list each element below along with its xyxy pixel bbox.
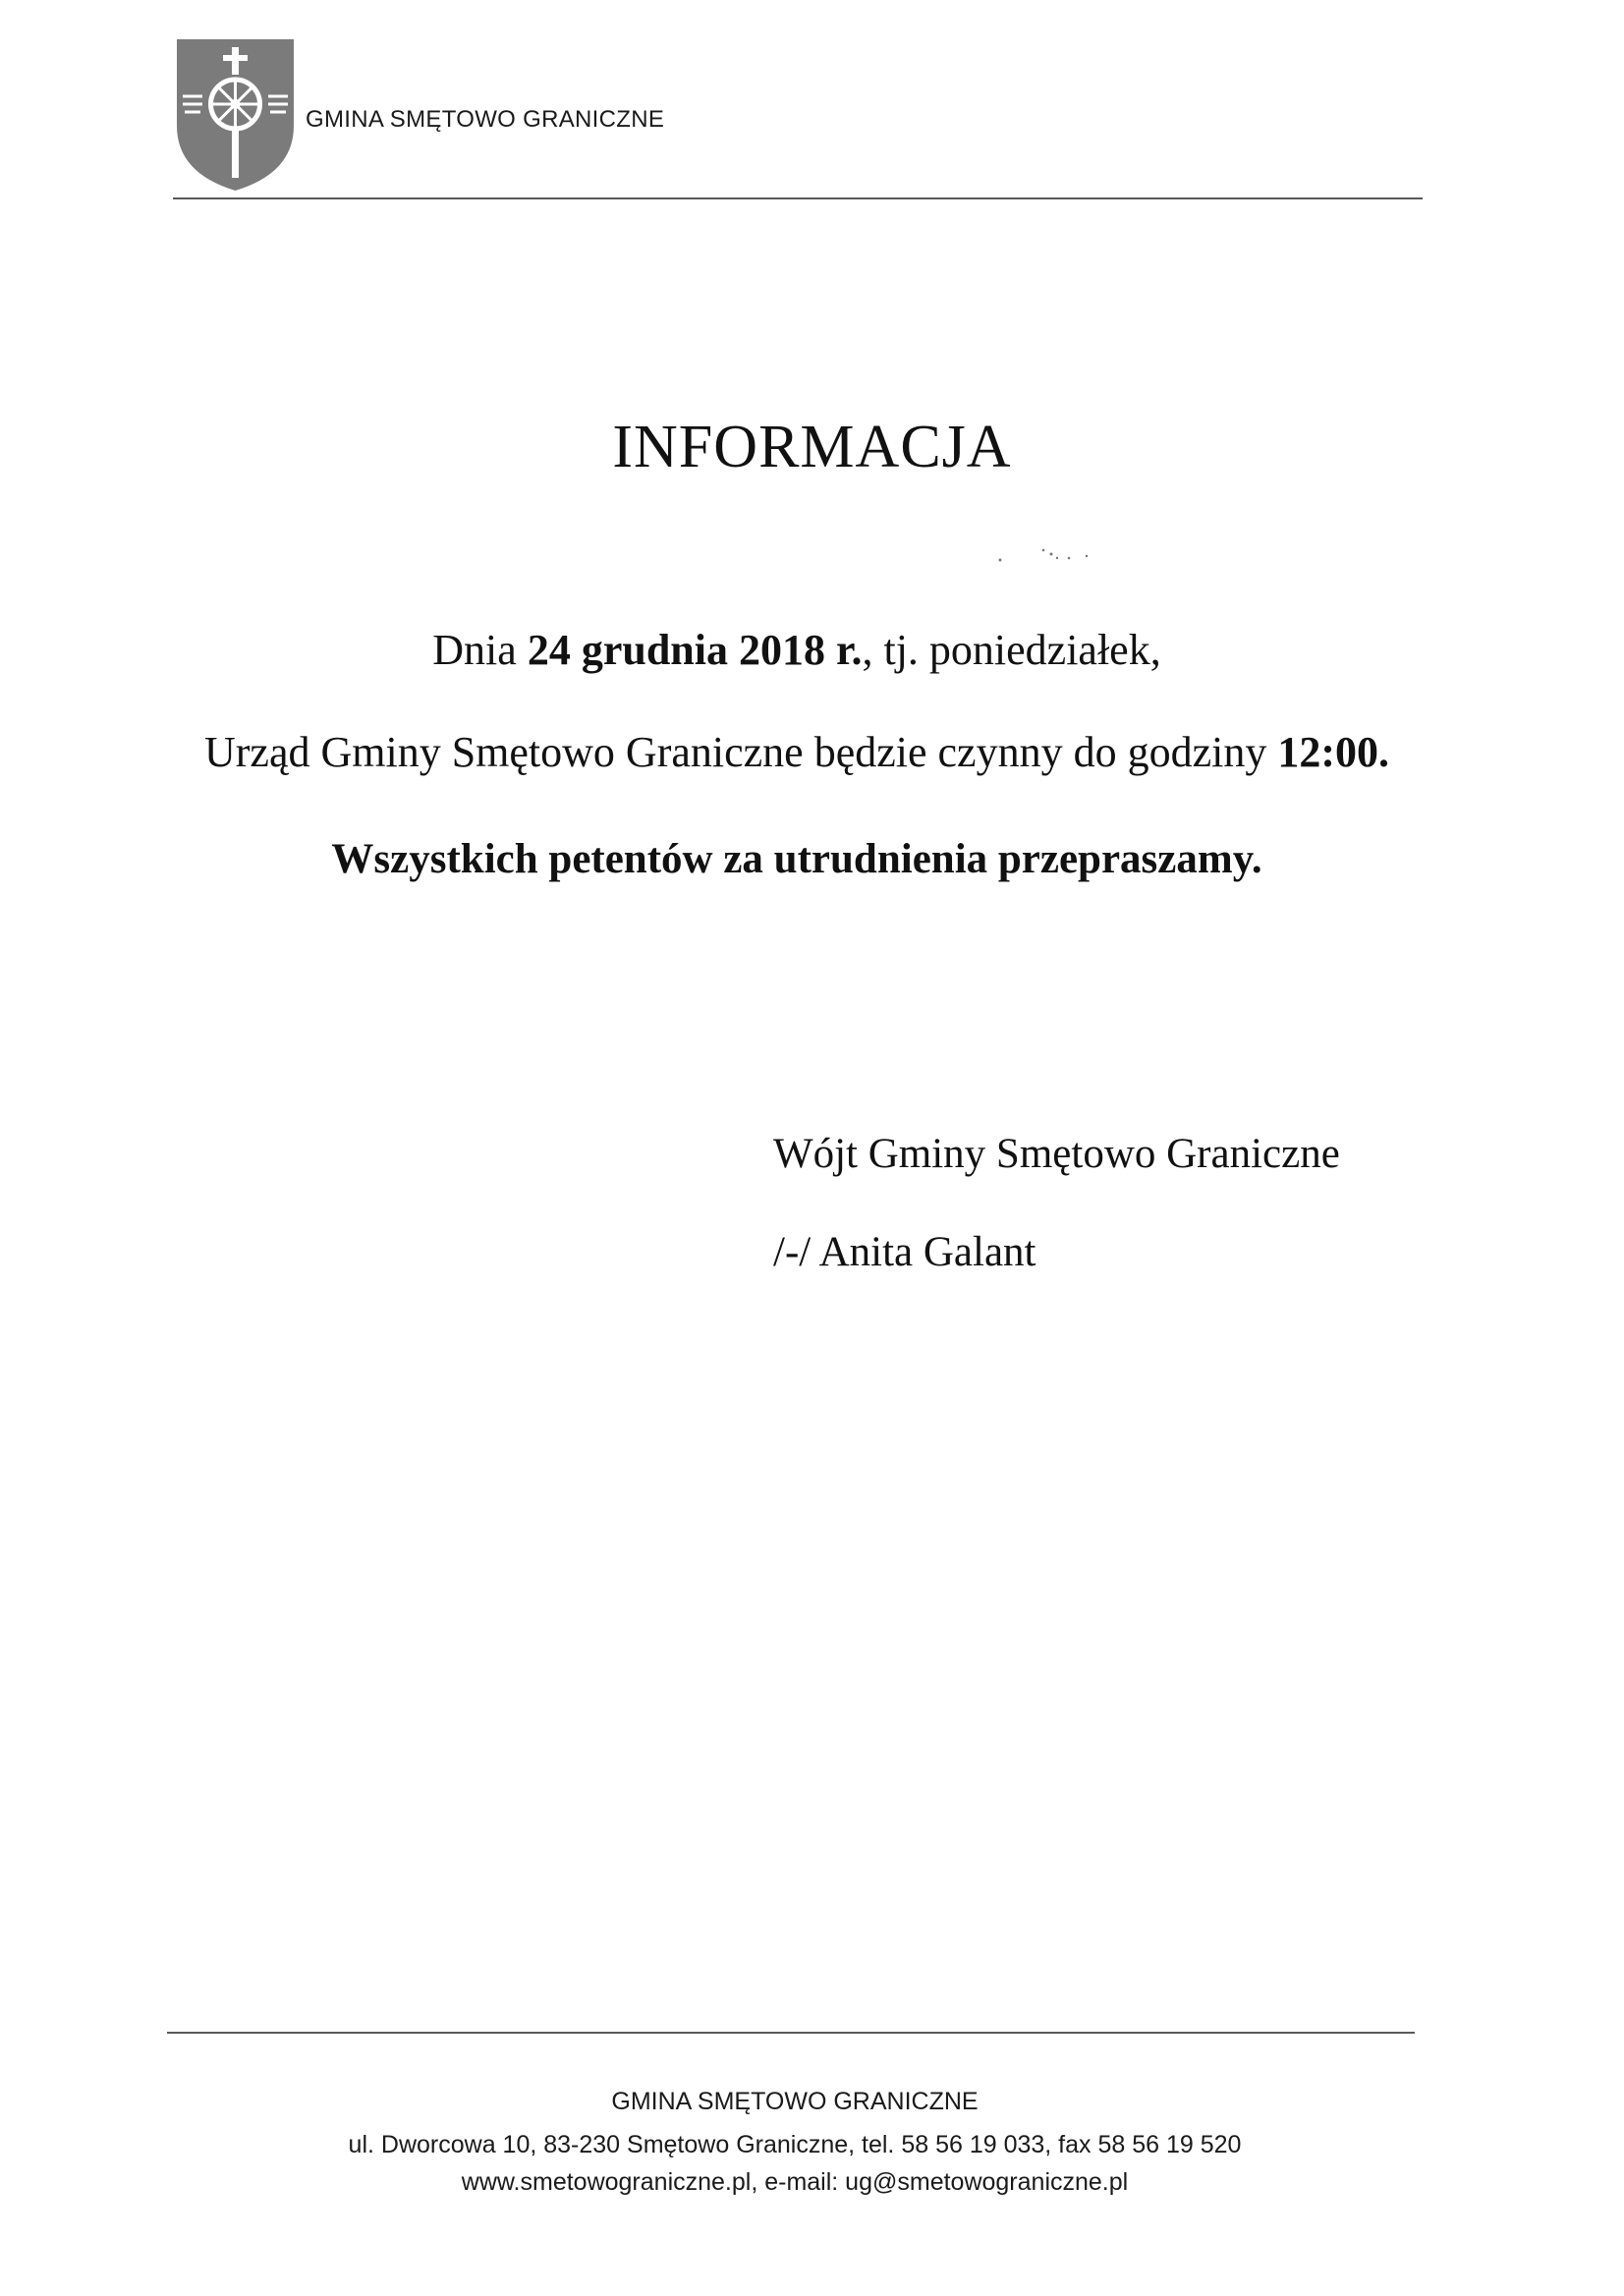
footer-contact: www.smetowograniczne.pl, e-mail: ug@smetowograniczne.pl [461, 2168, 1129, 2196]
scan-specks [992, 538, 1110, 568]
document-title: INFORMACJA [612, 414, 1012, 480]
announcement-date: 24 grudnia 2018 r. [527, 626, 863, 674]
closing-time: 12:00. [1277, 728, 1389, 776]
signature-title: Wójt Gminy Smętowo Graniczne [773, 1131, 1340, 1177]
announcement-date-line: Dnia 24 grudnia 2018 r., tj. poniedziałek, [432, 626, 1161, 674]
footer-divider [167, 2032, 1415, 2034]
announcement-hours-line: Urząd Gminy Smętowo Graniczne będzie czynny do godziny 12:00. [204, 728, 1389, 776]
coat-of-arms-icon [173, 35, 298, 195]
header-divider [173, 197, 1423, 199]
header-org-name: GMINA SMĘTOWO GRANICZNE [306, 106, 665, 133]
signature-name: /-/ Anita Galant [773, 1229, 1036, 1275]
apology-line: Wszystkich petentów za utrudnienia przepraszamy. [331, 836, 1262, 882]
footer-org-name: GMINA SMĘTOWO GRANICZNE [611, 2088, 979, 2115]
footer-address: ul. Dworcowa 10, 83-230 Smętowo Graniczne, tel. 58 56 19 033, fax 58 56 19 520 [348, 2131, 1242, 2158]
